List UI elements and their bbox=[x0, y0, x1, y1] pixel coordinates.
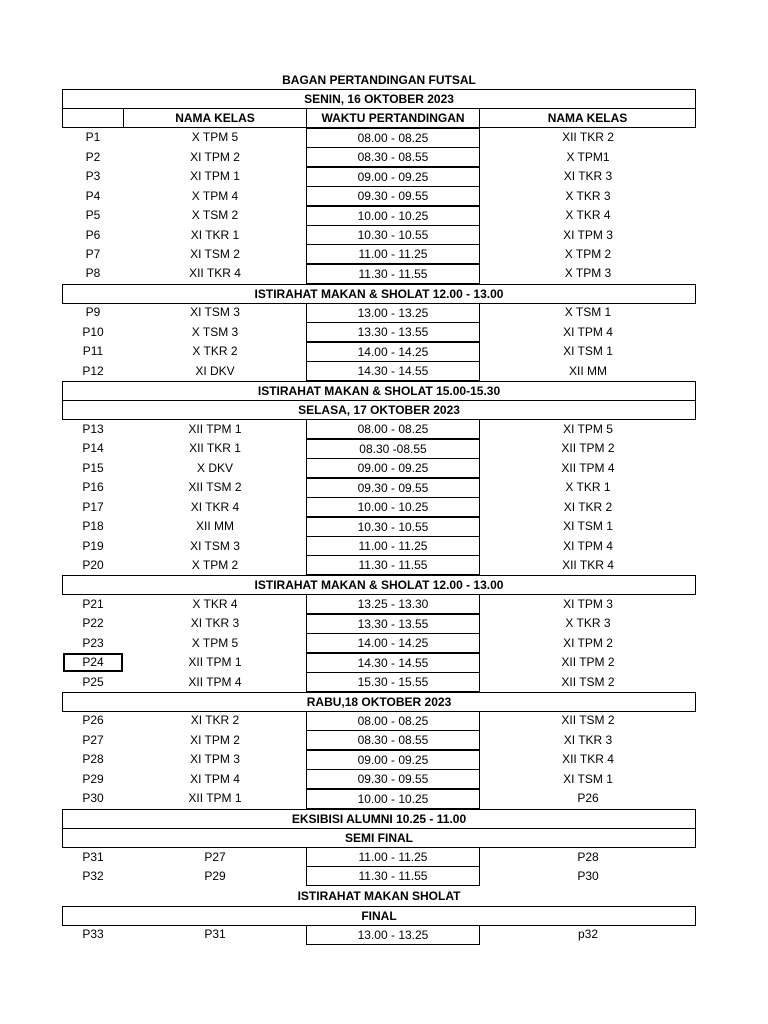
match-number: P22 bbox=[82, 616, 104, 631]
match-time: 09.30 - 09.55 bbox=[306, 478, 480, 498]
match-row bbox=[62, 595, 696, 614]
away-class: XII TKR 4 bbox=[562, 557, 614, 572]
match-block-final bbox=[62, 925, 696, 944]
match-block-semi-final bbox=[62, 848, 696, 887]
break-banner: ISTIRAHAT MAKAN SHOLAT bbox=[297, 889, 461, 904]
match-time: 10.00 - 10.25 bbox=[306, 789, 480, 809]
match-row bbox=[62, 148, 696, 167]
match-time: 13.25 - 13.30 bbox=[306, 594, 480, 614]
away-class: XII TPM 4 bbox=[561, 460, 615, 475]
match-number: P13 bbox=[82, 421, 104, 436]
break-banner: ISTIRAHAT MAKAN & SHOLAT 12.00 - 13.00 bbox=[62, 284, 696, 304]
match-number: P9 bbox=[85, 305, 101, 320]
match-row bbox=[62, 770, 696, 789]
away-class: X TKR 3 bbox=[565, 188, 611, 203]
home-class: XI TPM 2 bbox=[190, 149, 240, 164]
away-class: X TPM 2 bbox=[564, 246, 612, 261]
home-class: XI TSM 3 bbox=[190, 305, 240, 320]
match-number: P8 bbox=[85, 266, 101, 281]
match-row bbox=[62, 517, 696, 536]
match-number: P24 bbox=[82, 655, 104, 670]
away-class: XI TPM 5 bbox=[563, 421, 613, 436]
away-class: XI TPM 2 bbox=[563, 635, 613, 650]
match-row bbox=[62, 323, 696, 342]
match-row bbox=[62, 206, 696, 225]
match-time: 08.30 -08.55 bbox=[306, 439, 480, 459]
match-number: P26 bbox=[82, 713, 104, 728]
match-row bbox=[62, 925, 696, 944]
match-number: P30 bbox=[82, 791, 104, 806]
match-number: P32 bbox=[82, 868, 104, 883]
match-block-wednesday bbox=[62, 711, 696, 808]
break-banner: ISTIRAHAT MAKAN & SHOLAT 15.00-15.30 bbox=[62, 381, 696, 401]
away-class: X TPM1 bbox=[566, 149, 610, 164]
home-class: XI TPM 3 bbox=[190, 752, 240, 767]
away-class: XI TSM 1 bbox=[563, 771, 613, 786]
match-row bbox=[62, 420, 696, 439]
home-class: P31 bbox=[204, 927, 226, 942]
away-class: P26 bbox=[577, 791, 599, 806]
home-class: XI TKR 3 bbox=[190, 616, 240, 631]
match-row bbox=[62, 537, 696, 556]
match-time: 13.00 - 13.25 bbox=[306, 303, 480, 323]
home-class: X TKR 2 bbox=[192, 344, 238, 359]
match-number: P6 bbox=[85, 227, 101, 242]
home-class: XII TSM 2 bbox=[188, 480, 242, 495]
away-class: XII TSM 2 bbox=[561, 674, 615, 689]
away-class: XII MM bbox=[569, 363, 607, 378]
day-row bbox=[62, 692, 696, 711]
home-class: XII MM bbox=[196, 519, 234, 534]
match-row bbox=[62, 459, 696, 478]
match-number: P5 bbox=[85, 208, 101, 223]
match-number: P14 bbox=[82, 441, 104, 456]
home-class: X TPM 2 bbox=[191, 557, 239, 572]
match-row bbox=[62, 614, 696, 633]
match-number: P21 bbox=[82, 596, 104, 611]
match-time: 13.00 - 13.25 bbox=[306, 925, 480, 945]
match-time: 08.30 - 08.55 bbox=[306, 147, 480, 167]
home-class: XII TKR 4 bbox=[189, 266, 241, 281]
away-class: XII TKR 4 bbox=[562, 752, 614, 767]
column-header-time: WAKTU PERTANDINGAN bbox=[306, 108, 480, 128]
match-time: 08.00 - 08.25 bbox=[306, 128, 480, 148]
match-row bbox=[62, 167, 696, 186]
home-class: X TKR 4 bbox=[192, 596, 238, 611]
match-time: 09.30 - 09.55 bbox=[306, 769, 480, 789]
match-time: 09.00 - 09.25 bbox=[306, 458, 480, 478]
match-number: P11 bbox=[82, 344, 104, 359]
match-number: P7 bbox=[85, 246, 101, 261]
away-class: X TKR 4 bbox=[565, 208, 611, 223]
break-row bbox=[62, 886, 696, 905]
match-time: 10.00 - 10.25 bbox=[306, 206, 480, 226]
away-class: X TPM 3 bbox=[564, 266, 612, 281]
home-class: X TPM 4 bbox=[191, 188, 239, 203]
semi-final-heading: SEMI FINAL bbox=[62, 828, 696, 848]
match-row bbox=[62, 653, 696, 672]
match-row bbox=[62, 362, 696, 381]
match-row bbox=[62, 789, 696, 808]
column-header-blank bbox=[62, 108, 124, 128]
away-class: XI TPM 3 bbox=[563, 227, 613, 242]
day-heading-wednesday: RABU,18 OKTOBER 2023 bbox=[62, 692, 696, 712]
match-number: P23 bbox=[82, 635, 104, 650]
match-time: 09.00 - 09.25 bbox=[306, 750, 480, 770]
match-row bbox=[62, 711, 696, 730]
match-number: P33 bbox=[82, 927, 104, 942]
match-time: 13.30 - 13.55 bbox=[306, 614, 480, 634]
away-class: P30 bbox=[577, 868, 599, 883]
break-row bbox=[62, 575, 696, 594]
match-time: 10.00 - 10.25 bbox=[306, 497, 480, 517]
match-time: 14.30 - 14.55 bbox=[306, 361, 480, 381]
match-block-tuesday-morning bbox=[62, 420, 696, 576]
away-class: XI TSM 1 bbox=[563, 344, 613, 359]
away-class: XI TSM 1 bbox=[563, 519, 613, 534]
schedule-title: BAGAN PERTANDINGAN FUTSAL bbox=[282, 73, 476, 87]
match-number: P10 bbox=[82, 324, 104, 339]
match-row bbox=[62, 673, 696, 692]
match-row bbox=[62, 128, 696, 147]
match-time: 11.30 - 11.55 bbox=[306, 555, 480, 575]
home-class: XI TKR 2 bbox=[190, 713, 240, 728]
home-class: X DKV bbox=[196, 460, 233, 475]
match-number: P3 bbox=[85, 169, 101, 184]
match-time: 11.30 - 11.55 bbox=[306, 264, 480, 284]
home-class: P29 bbox=[204, 868, 226, 883]
home-class: XII TPM 1 bbox=[188, 421, 242, 436]
home-class: X TPM 5 bbox=[191, 130, 239, 145]
home-class: X TSM 3 bbox=[191, 324, 239, 339]
match-row bbox=[62, 498, 696, 517]
match-row bbox=[62, 556, 696, 575]
match-block-tuesday-afternoon bbox=[62, 595, 696, 692]
stage-row bbox=[62, 906, 696, 925]
match-row bbox=[62, 478, 696, 497]
away-class: XI TKR 3 bbox=[563, 169, 613, 184]
away-class: X TKR 3 bbox=[565, 616, 611, 631]
break-row bbox=[62, 809, 696, 828]
schedule-title-row bbox=[62, 70, 696, 89]
away-class: p32 bbox=[577, 927, 599, 942]
day-row bbox=[62, 89, 696, 108]
home-class: XI DKV bbox=[195, 363, 235, 378]
final-heading: FINAL bbox=[62, 906, 696, 926]
stage-row bbox=[62, 828, 696, 847]
match-time: 11.00 - 11.25 bbox=[306, 244, 480, 264]
home-class: XI TKR 4 bbox=[190, 499, 240, 514]
home-class: XI TPM 2 bbox=[190, 732, 240, 747]
match-time: 11.30 - 11.55 bbox=[306, 866, 480, 886]
match-row bbox=[62, 848, 696, 867]
home-class: XI TPM 1 bbox=[190, 169, 240, 184]
match-block-monday-afternoon bbox=[62, 303, 696, 381]
match-row bbox=[62, 634, 696, 653]
match-number: P16 bbox=[82, 480, 104, 495]
away-class: X TSM 1 bbox=[564, 305, 612, 320]
match-block-monday-morning bbox=[62, 128, 696, 284]
away-class: XII TPM 2 bbox=[561, 655, 615, 670]
match-row bbox=[62, 731, 696, 750]
match-number: P17 bbox=[82, 499, 104, 514]
away-class: XI TKR 3 bbox=[563, 732, 613, 747]
home-class: P27 bbox=[204, 849, 226, 864]
match-time: 14.00 - 14.25 bbox=[306, 633, 480, 653]
match-number: P12 bbox=[82, 363, 104, 378]
match-time: 08.30 - 08.55 bbox=[306, 730, 480, 750]
match-time: 10.30 - 10.55 bbox=[306, 225, 480, 245]
match-time: 13.30 - 13.55 bbox=[306, 322, 480, 342]
away-class: XII TSM 2 bbox=[561, 713, 615, 728]
match-row bbox=[62, 867, 696, 886]
column-header-class-a: NAMA KELAS bbox=[123, 108, 307, 128]
match-row bbox=[62, 264, 696, 283]
match-row bbox=[62, 303, 696, 322]
column-header-row bbox=[62, 109, 696, 128]
schedule-sheet bbox=[62, 70, 696, 945]
match-row bbox=[62, 342, 696, 361]
match-time: 14.30 - 14.55 bbox=[306, 653, 480, 673]
match-number: P31 bbox=[82, 849, 104, 864]
home-class: X TPM 5 bbox=[191, 635, 239, 650]
day-heading-monday: SENIN, 16 OKTOBER 2023 bbox=[62, 89, 696, 109]
match-row bbox=[62, 750, 696, 769]
selected-cell-outline[interactable] bbox=[63, 653, 123, 672]
away-class: XI TPM 3 bbox=[563, 596, 613, 611]
match-time: 08.00 - 08.25 bbox=[306, 711, 480, 731]
match-time: 15.30 - 15.55 bbox=[306, 672, 480, 692]
home-class: XI TPM 4 bbox=[190, 771, 240, 786]
match-number: P2 bbox=[85, 149, 101, 164]
match-number: P29 bbox=[82, 771, 104, 786]
match-time: 11.00 - 11.25 bbox=[306, 536, 480, 556]
break-banner: ISTIRAHAT MAKAN & SHOLAT 12.00 - 13.00 bbox=[62, 575, 696, 595]
day-heading-tuesday: SELASA, 17 OKTOBER 2023 bbox=[62, 400, 696, 420]
day-row bbox=[62, 400, 696, 419]
away-class: XII TKR 2 bbox=[562, 130, 614, 145]
away-class: XII TPM 2 bbox=[561, 441, 615, 456]
away-class: XI TPM 4 bbox=[563, 324, 613, 339]
away-class: XI TKR 2 bbox=[563, 499, 613, 514]
home-class: XII TPM 4 bbox=[188, 674, 242, 689]
home-class: XII TPM 1 bbox=[188, 655, 242, 670]
home-class: X TSM 2 bbox=[191, 208, 239, 223]
match-number: P18 bbox=[82, 519, 104, 534]
match-time: 09.00 - 09.25 bbox=[306, 167, 480, 187]
match-number: P25 bbox=[82, 674, 104, 689]
home-class: XI TSM 3 bbox=[190, 538, 240, 553]
match-time: 08.00 - 08.25 bbox=[306, 419, 480, 439]
home-class: XI TSM 2 bbox=[190, 246, 240, 261]
match-row bbox=[62, 439, 696, 458]
home-class: XII TPM 1 bbox=[188, 791, 242, 806]
match-number: P27 bbox=[82, 732, 104, 747]
match-row bbox=[62, 226, 696, 245]
match-number: P4 bbox=[85, 188, 101, 203]
exhibition-banner: EKSIBISI ALUMNI 10.25 - 11.00 bbox=[62, 809, 696, 829]
match-time: 14.00 - 14.25 bbox=[306, 342, 480, 362]
match-time: 09.30 - 09.55 bbox=[306, 186, 480, 206]
home-class: XII TKR 1 bbox=[189, 441, 241, 456]
away-class: X TKR 1 bbox=[565, 480, 611, 495]
column-header-class-b: NAMA KELAS bbox=[479, 108, 696, 128]
match-row bbox=[62, 245, 696, 264]
match-time: 11.00 - 11.25 bbox=[306, 847, 480, 867]
away-class: P28 bbox=[577, 849, 599, 864]
break-row bbox=[62, 381, 696, 400]
break-row bbox=[62, 284, 696, 303]
away-class: XI TPM 4 bbox=[563, 538, 613, 553]
match-time: 10.30 - 10.55 bbox=[306, 517, 480, 537]
match-number: P19 bbox=[82, 538, 104, 553]
match-number: P20 bbox=[82, 557, 104, 572]
home-class: XI TKR 1 bbox=[190, 227, 240, 242]
match-number: P15 bbox=[82, 460, 104, 475]
match-row bbox=[62, 187, 696, 206]
match-number: P28 bbox=[82, 752, 104, 767]
match-number: P1 bbox=[85, 130, 101, 145]
